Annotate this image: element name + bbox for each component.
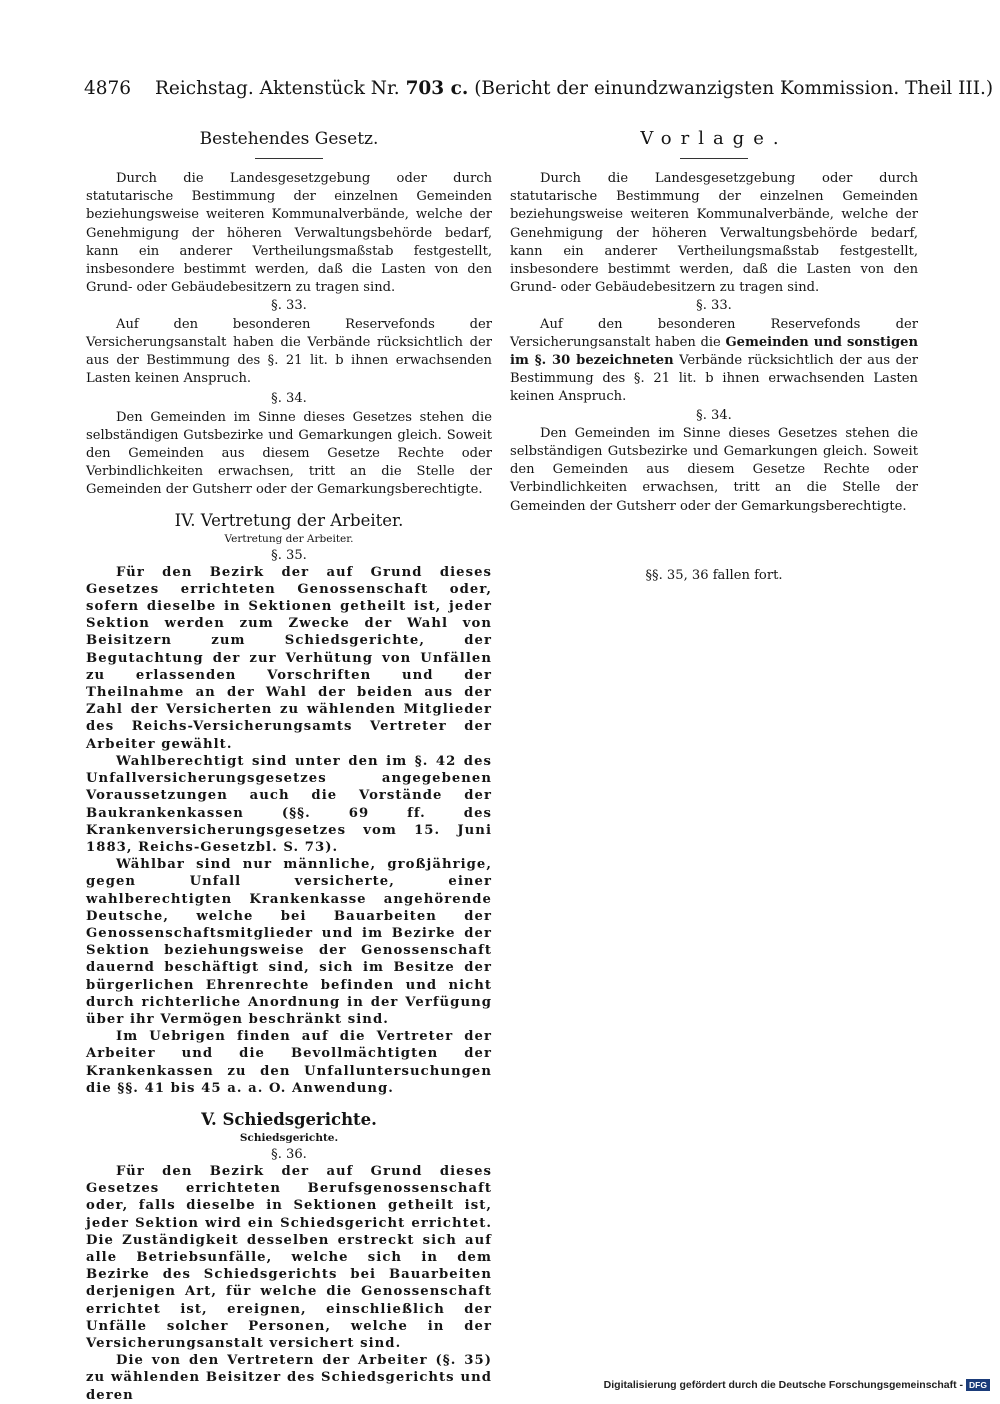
left-section-36-para-2: Die von den Vertretern der Arbeiter (§. 35) zu wählenden Beisitzer des Schiedsgerichts und deren	[86, 1353, 492, 1403]
right-section-34-text: Den Gemeinden im Sinne dieses Gesetzes stehen die selbständigen Gutsbezirke und Gemarkungen gleich. Soweit den Gemeinden aus diesem Gesetze Rechte oder Verbindlichkeiten erwachsen, tritt an die Stelle der Gemeinden der Gutsherr oder der Gemarkungsberechtigte.	[510, 425, 918, 514]
sections-35-36-removed-note: §§. 35, 36 fallen fort.	[645, 567, 783, 583]
left-column-title: Bestehendes Gesetz.	[199, 129, 379, 149]
left-section-35-heading: §. 35.	[271, 547, 307, 563]
dfg-logo: DFG	[966, 1379, 990, 1391]
left-section-35-para-1: Für den Bezirk der auf Grund dieses Gesetzes errichteten Genossenschaft oder, sofern dieselbe in Sektionen getheilt ist, jeder Sektion werden zum Zwecke der Wahl von Beisitzern zum Schiedsgerichte, der Begutachtung der zur Verhütung von Unfällen zu erlassenden Vorschriften und der Theilnahme an der Wahl der beiden aus der Zahl der Versicherten zu wählenden Mitglieder des Reichs-Versicherungsamts Vertreter der Arbeiter gewählt.	[86, 564, 492, 752]
right-section-33-amendment: Gemeinden und sonstigen im §. 30 bezeichneten	[510, 334, 918, 369]
right-section-34-heading: §. 34.	[696, 407, 732, 423]
header-title-prefix: Reichstag. Aktenstück Nr.	[154, 78, 400, 99]
left-section-35-para-4: Im Uebrigen finden auf die Vertreter der Arbeiter und die Bevollmächtigten der Krankenkassen zu den Unfalluntersuchungen die §§. 41 bis 45 a. a. O. Anwendung.	[86, 1029, 492, 1096]
page-number: 4876	[84, 78, 132, 99]
left-section-36-heading: §. 36.	[271, 1146, 307, 1162]
left-paragraph-intro: Durch die Landesgesetzgebung oder durch statutarische Bestimmung der einzelnen Gemeinden beziehungsweise weiteren Kommunalverbände, welche der Genehmigung der höheren Verwaltungsbehörde bedarf, kann ein anderer Vertheilungsmaßstab festgestellt, insbesondere bestimmt werden, daß die Lasten von den Grund- oder Gebäudebesitzern zu tragen sind.	[86, 171, 492, 296]
right-column-title: Vorlage.	[640, 128, 788, 149]
left-section-34-heading: §. 34.	[271, 391, 307, 407]
part-4-body	[86, 547, 492, 1097]
right-section-33-heading: §. 33.	[696, 298, 732, 314]
right-section-33-text-a: Auf den besonderen Reservefonds der Versicherungsanstalt haben die	[510, 316, 918, 350]
right-section-33-text-b: Verbände rücksichtlich der aus der Bestimmung des §. 21 lit. b ihnen erwachsenden Lasten keinen Anspruch.	[510, 353, 918, 405]
page-header	[84, 78, 994, 99]
proposal-column	[510, 128, 918, 583]
right-paragraph-intro: Durch die Landesgesetzgebung oder durch statutarische Bestimmung der einzelnen Gemeinden beziehungsweise weiteren Kommunalverbände, welche der Genehmigung der höheren Verwaltungsbehörde bedarf, kann ein anderer Vertheilungsmaßstab festgestellt, insbesondere bestimmt werden, daß die Lasten von den Grund- oder Gebäudebesitzern zu tragen sind.	[510, 171, 918, 296]
part-4-subtitle: Vertretung der Arbeiter.	[224, 532, 354, 545]
part-4-title: IV. Vertretung der Arbeiter.	[174, 510, 404, 530]
right-section-33-text	[510, 316, 918, 407]
credit-text: Digitalisierung gefördert durch die Deutsche Forschungsgemeinschaft -	[603, 1378, 964, 1391]
part-5-title: V. Schiedsgerichte.	[201, 1109, 377, 1129]
left-section-33-heading: §. 33.	[271, 298, 307, 314]
document-number: 703 c.	[405, 78, 469, 99]
left-section-35-para-2: Wahlberechtigt sind unter den im §. 42 des Unfallversicherungsgesetzes angegebenen Voraussetzungen auch die Vorstände der Baukrankenkassen (§§. 69 ff. des Krankenversicherungsgesetzes vom 15. Juni 1883, Reichs-Gesetzbl. S. 73).	[86, 753, 492, 855]
left-section-33-text: Auf den besonderen Reservefonds der Versicherungsanstalt haben die Verbände rücksichtlich der aus der Bestimmung des §. 21 lit. b ihnen erwachsenden Lasten keinen Anspruch.	[86, 316, 492, 387]
header-title-suffix: (Bericht der einundzwanzigsten Kommission. Theil III.)	[474, 78, 994, 99]
left-title-rule	[255, 158, 323, 159]
digitization-credit	[604, 1379, 990, 1391]
left-section-35-para-3: Wählbar sind nur männliche, großjährige, gegen Unfall versicherte, einer wahlberechtigten Krankenkasse angehörende Deutsche, welche bei Bauarbeiten der Genossenschaftsmitglieder und im Bezirke der Sektion beziehungsweise der Genossenschaft dauernd beschäftigt sind, sich im Besitze der bürgerlichen Ehrenrechte befinden und nicht durch richterliche Anordnung in der Verfügung über ihr Vermögen beschränkt sind.	[86, 857, 492, 1027]
existing-law-column	[86, 128, 492, 1404]
right-title-rule	[680, 158, 748, 159]
part-5-body	[86, 1146, 492, 1404]
part-5-subtitle: Schiedsgerichte.	[239, 1131, 339, 1144]
left-section-36-para-1: Für den Bezirk der auf Grund dieses Gesetzes errichteten Berufsgenossenschaft oder, falls dieselbe in Sektionen getheilt ist, jeder Sektion wird ein Schiedsgericht errichtet. Die Zuständigkeit desselben erstreckt sich auf alle Betriebsunfälle, welche sich in dem Bezirke des Schiedsgerichts bei Bauarbeiten derjenigen Art, für welche die Genossenschaft errichtet ist, ereignen, einschließlich der Unfälle solcher Personen, welche in der Versicherungsanstalt versichert sind.	[86, 1163, 492, 1351]
left-section-34-text: Den Gemeinden im Sinne dieses Gesetzes stehen die selbständigen Gutsbezirke und Gemarkungen gleich. Soweit den Gemeinden aus diesem Gesetze Rechte oder Verbindlichkeiten erwachsen, tritt an die Stelle der Gemeinden der Gutsherr oder der Gemarkungsberechtigte.	[86, 409, 492, 498]
